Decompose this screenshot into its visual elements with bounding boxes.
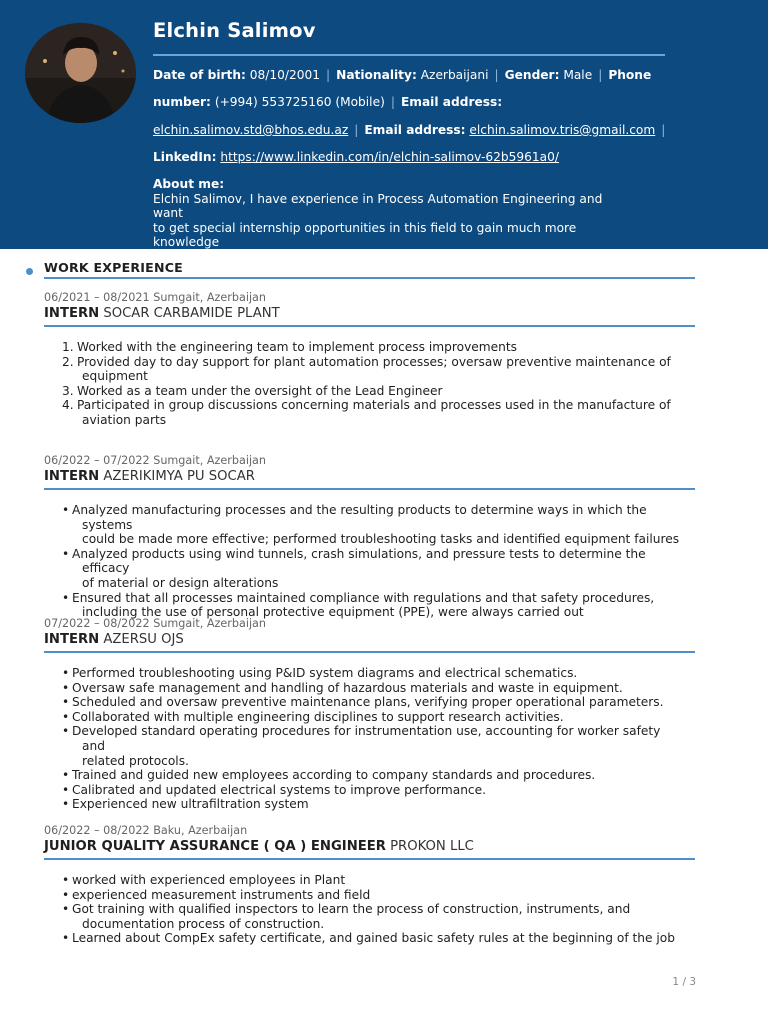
job-duty-item: [62, 666, 684, 681]
job-company: SOCAR CARBAMIDE PLANT: [103, 306, 280, 321]
job-duty-text: experienced measurement instruments and field: [72, 887, 371, 902]
job-duty-item: [62, 873, 684, 888]
section-bullet-icon: [26, 268, 33, 275]
job-duty-item: [62, 797, 684, 812]
bullet-icon: •: [62, 873, 70, 887]
gender-value: Male: [563, 68, 593, 82]
bullet-icon: •: [62, 709, 70, 724]
job-title: [44, 468, 695, 486]
bullet-icon: •: [62, 680, 70, 695]
email-label: Email address:: [364, 123, 466, 137]
job-duty-text: of material or design alterations: [82, 575, 279, 590]
profile-header: [0, 0, 768, 249]
job-duty-text: Worked with the engineering team to implement process improvements: [77, 340, 517, 354]
bullet-icon: •: [62, 590, 70, 605]
job-duties-list: [44, 666, 684, 812]
bullet-icon: •: [62, 666, 70, 680]
job-role: INTERN: [44, 306, 100, 321]
linkedin-label: LinkedIn:: [153, 150, 217, 164]
job-duty-text: Performed troubleshooting using P&ID system diagrams and electrical schematics.: [72, 666, 578, 680]
section-title-work-experience: WORK EXPERIENCE: [44, 260, 183, 275]
list-number: 1.: [62, 340, 74, 354]
job-duty-item: [62, 724, 684, 768]
bullet-icon: •: [62, 797, 70, 812]
job-duty-text: Calibrated and updated electrical systems to improve performance.: [72, 782, 486, 797]
personal-info-line-3: [153, 122, 713, 138]
dob-value: 08/10/2001: [249, 68, 321, 82]
profile-photo: [25, 23, 136, 123]
job-duty-text: aviation parts: [82, 412, 167, 427]
job-duty-text: could be made more effective; performed troubleshooting tasks and identified equipment failures: [82, 532, 680, 547]
separator: |: [326, 68, 331, 82]
job-duty-text: Got training with qualified inspectors to learn the process of construction, instruments, and: [72, 902, 631, 917]
job-duty-item: [62, 902, 684, 931]
job-duty-text: Participated in group discussions concerning materials and processes used in the manufacture of: [77, 398, 671, 413]
job-divider: [44, 651, 695, 653]
job-duties-list: [44, 873, 684, 946]
job-duty-item: [62, 384, 684, 399]
job-duty-text: Provided day to day support for plant automation processes; oversaw preventive maintenance of: [77, 354, 671, 369]
job-divider: [44, 488, 695, 490]
bullet-icon: •: [62, 782, 70, 797]
job-title: [44, 305, 695, 323]
job-duty-item: [62, 695, 684, 710]
about-label: About me:: [153, 177, 225, 191]
job-duty-text: Learned about CompEx safety certificate, and gained basic safety rules at the beginning of the job: [72, 931, 675, 946]
list-number: 3.: [62, 383, 74, 398]
job-duty-text: worked with experienced employees in Plant: [72, 873, 346, 887]
job-duty-item: [62, 355, 684, 384]
job-duties-list: [44, 503, 684, 620]
gender-label: Gender:: [504, 68, 560, 82]
dob-label: Date of birth:: [153, 68, 246, 82]
job-divider: [44, 325, 695, 327]
phone-value: (+994) 553725160 (Mobile): [214, 95, 385, 109]
phone-label-part-1: Phone: [608, 68, 652, 82]
phone-label-part-2: number:: [153, 95, 211, 109]
job-entry: [44, 454, 695, 620]
about-text-line: to get special internship opportunities in this field to gain much more: [153, 220, 577, 235]
job-dates-location: 06/2022 – 08/2022 Baku, Azerbaijan: [44, 824, 248, 837]
bullet-icon: •: [62, 931, 70, 946]
job-entry: [44, 617, 695, 812]
separator: |: [661, 123, 666, 137]
job-entry: [44, 291, 695, 428]
job-role: INTERN: [44, 469, 100, 484]
job-duty-item: [62, 398, 684, 427]
job-company: PROKON LLC: [390, 839, 474, 854]
candidate-name: Elchin Salimov: [153, 19, 316, 42]
bullet-icon: •: [62, 768, 70, 783]
job-duty-text: Collaborated with multiple engineering disciplines to support research activities.: [72, 709, 564, 724]
job-divider: [44, 858, 695, 860]
nationality-value: Azerbaijani: [420, 68, 489, 82]
about-text-line: Elchin Salimov, I have experience in Process Automation Engineering and want: [153, 191, 603, 220]
job-duty-item: [62, 888, 684, 903]
bullet-icon: •: [62, 503, 70, 517]
job-company: AZERIKIMYA PU SOCAR: [103, 469, 255, 484]
job-duty-text: Developed standard operating procedures for instrumentation use, accounting for worker safety and: [72, 724, 661, 753]
about-text-line: knowledge: [153, 235, 220, 249]
personal-info-line-2: [153, 94, 713, 110]
separator: |: [598, 68, 603, 82]
name-divider: [153, 54, 665, 56]
job-duty-text: Experienced new ultrafiltration system: [72, 797, 309, 812]
job-dates-location: 07/2022 – 08/2022 Sumgait, Azerbaijan: [44, 617, 266, 630]
job-duty-text: Analyzed products using wind tunnels, crash simulations, and pressure tests to determine the efficacy: [72, 546, 646, 576]
email-link-primary[interactable]: elchin.salimov.std@bhos.edu.az: [153, 123, 349, 137]
job-duty-text: Ensured that all processes maintained compliance with regulations and that safety procedures,: [72, 590, 655, 605]
job-duty-text: Trained and guided new employees according to company standards and procedures.: [72, 768, 596, 783]
job-dates-location: 06/2022 – 07/2022 Sumgait, Azerbaijan: [44, 454, 266, 467]
job-duty-item: [62, 768, 684, 783]
personal-info-line-1: [153, 67, 713, 83]
job-role: INTERN: [44, 632, 100, 647]
job-duty-text: Oversaw safe management and handling of hazardous materials and waste in equipment.: [72, 680, 623, 695]
job-duty-item: [62, 681, 684, 696]
job-role: JUNIOR QUALITY ASSURANCE ( QA ) ENGINEER: [44, 839, 386, 854]
job-duty-item: [62, 783, 684, 798]
bullet-icon: •: [62, 546, 70, 561]
job-title: [44, 631, 695, 649]
list-number: 4.: [62, 398, 74, 413]
separator: |: [494, 68, 499, 82]
job-duty-item: [62, 931, 684, 946]
job-duty-text: related protocols.: [82, 753, 189, 768]
job-company: AZERSU OJS: [103, 632, 184, 647]
job-duty-item: [62, 340, 684, 355]
job-entry: [44, 824, 695, 946]
job-duty-item: [62, 710, 684, 725]
bullet-icon: •: [62, 695, 70, 710]
list-number: 2.: [62, 354, 74, 369]
about-me: [153, 177, 633, 250]
email-label: Email address:: [400, 95, 503, 109]
job-title: [44, 838, 695, 856]
section-divider: [44, 277, 695, 279]
email-link-secondary[interactable]: elchin.salimov.tris@gmail.com: [469, 123, 656, 137]
job-duty-item: [62, 591, 684, 620]
job-duty-text: Worked as a team under the oversight of the Lead Engineer: [77, 383, 443, 398]
job-duty-item: [62, 503, 684, 547]
job-duty-item: [62, 547, 684, 591]
job-duties-list: [44, 340, 684, 428]
job-duty-text: Analyzed manufacturing processes and the resulting products to determine ways in which the systems: [72, 503, 647, 532]
separator: |: [390, 95, 395, 109]
separator: |: [354, 123, 359, 137]
bullet-icon: •: [62, 887, 70, 902]
job-duty-text: including the use of personal protective equipment (PPE), were always carried out: [82, 605, 584, 620]
bullet-icon: •: [62, 724, 70, 739]
page-indicator: 1 / 3: [672, 976, 696, 988]
linkedin-link[interactable]: https://www.linkedin.com/in/elchin-salimov-62b5961a0/: [220, 150, 560, 164]
job-duty-text: Scheduled and oversaw preventive maintenance plans, verifying proper operational parameters.: [72, 695, 664, 710]
job-duty-text: documentation process of construction.: [82, 916, 325, 931]
nationality-label: Nationality:: [336, 68, 417, 82]
personal-info-line-4: [153, 149, 713, 165]
job-duty-text: equipment: [82, 369, 148, 384]
job-dates-location: 06/2021 – 08/2021 Sumgait, Azerbaijan: [44, 291, 266, 304]
bullet-icon: •: [62, 902, 70, 917]
